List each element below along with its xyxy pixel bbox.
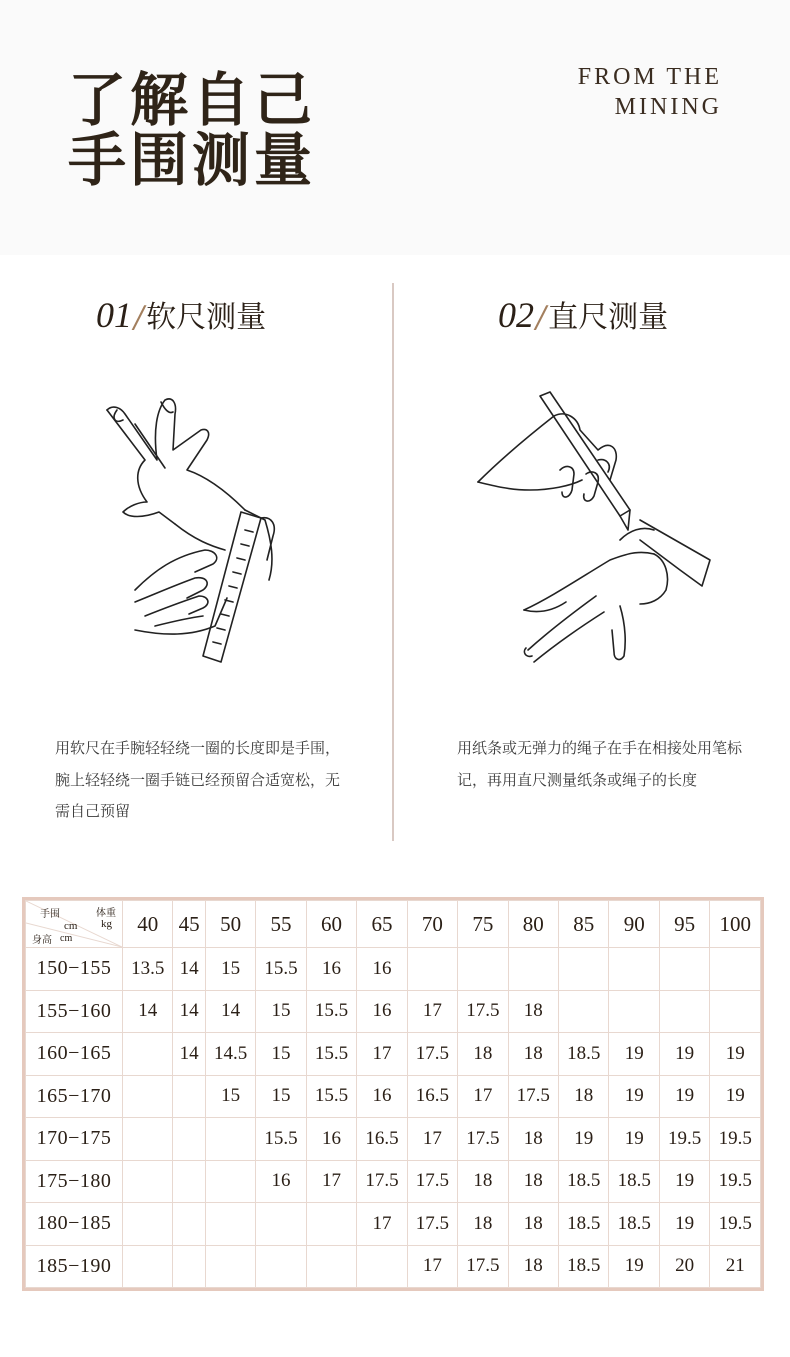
header-section [0,0,790,255]
wrist-size-cell [559,990,609,1033]
wrist-size-cell [306,1245,356,1288]
wrist-size-cell: 19.5 [710,1118,761,1161]
wrist-size-cell: 19 [609,1033,659,1076]
weight-header: 75 [458,901,508,948]
table-header-row [26,901,761,948]
wrist-size-cell: 17 [407,1245,457,1288]
brand-line1: FROM THE [577,64,722,90]
wrist-size-cell: 14 [205,990,255,1033]
step-description-2: 用纸条或无弹力的绳子在手在相接处用笔标记，再用直尺测量纸条或绳子的长度 [457,739,743,789]
weight-header: 65 [357,901,407,948]
wrist-size-cell: 19 [659,1075,709,1118]
wrist-size-cell [609,948,659,991]
wrist-size-cell: 16 [256,1160,306,1203]
weight-header: 90 [609,901,659,948]
wrist-size-cell: 20 [659,1245,709,1288]
weight-header: 40 [123,901,173,948]
wrist-size-cell [173,1203,205,1246]
wrist-size-cell: 16 [306,948,356,991]
wrist-size-cell: 16 [357,990,407,1033]
wrist-size-cell: 19 [609,1118,659,1161]
wrist-size-cell [205,1160,255,1203]
step-title-2 [498,292,668,336]
size-chart [22,897,764,1291]
wrist-size-cell: 15 [256,990,306,1033]
table-row [26,1033,761,1076]
wrist-size-cell [357,1245,407,1288]
wrist-size-cell: 15.5 [306,1075,356,1118]
height-range-cell: 160−165 [26,1033,123,1076]
step-number-1: 01 [96,295,132,335]
wrist-size-cell: 19.5 [710,1160,761,1203]
wrist-size-cell [306,1203,356,1246]
wrist-size-cell: 18 [559,1075,609,1118]
corner-wrist-unit: cm [64,920,78,932]
wrist-size-cell: 18.5 [609,1203,659,1246]
step-title-1 [96,292,266,336]
table-corner-cell [26,901,123,948]
hand-with-measuring-tape-icon [95,390,295,670]
wrist-size-cell: 17 [458,1075,508,1118]
step-description-1: 用软尺在手腕轻轻绕一圈的长度即是手围，腕上轻轻绕一圈手链已经预留合适宽松，无需自己预留 [55,739,341,820]
step-number-2: 02 [498,295,534,335]
wrist-size-cell [173,1075,205,1118]
wrist-size-cell: 14.5 [205,1033,255,1076]
wrist-size-cell [173,1160,205,1203]
wrist-size-cell: 15 [256,1033,306,1076]
wrist-size-cell: 17.5 [407,1203,457,1246]
weight-header: 60 [306,901,356,948]
page-title-line1: 了解自己 [68,66,317,134]
wrist-size-cell: 19 [609,1245,659,1288]
wrist-size-cell [123,1203,173,1246]
wrist-size-cell [609,990,659,1033]
page-title [68,66,317,194]
wrist-size-cell [173,1245,205,1288]
step-label-1: 软尺测量 [146,300,267,335]
wrist-size-cell: 14 [173,1033,205,1076]
weight-header: 70 [407,901,457,948]
wrist-size-cell: 17.5 [458,990,508,1033]
wrist-size-cell: 18.5 [559,1203,609,1246]
wrist-size-cell: 18 [508,1033,558,1076]
wrist-size-cell [123,1075,173,1118]
height-range-cell: 185−190 [26,1245,123,1288]
wrist-size-cell: 18 [508,990,558,1033]
wrist-size-cell: 13.5 [123,948,173,991]
wrist-size-cell: 16.5 [357,1118,407,1161]
wrist-size-cell: 19 [559,1118,609,1161]
wrist-size-cell: 18.5 [559,1033,609,1076]
table-row [26,1075,761,1118]
wrist-size-cell: 19 [659,1033,709,1076]
wrist-size-cell [123,1160,173,1203]
table-row [26,948,761,991]
wrist-size-cell: 18.5 [559,1160,609,1203]
corner-height-label: 身高 [32,935,52,946]
wrist-size-cell: 19.5 [659,1118,709,1161]
wrist-size-cell [256,1245,306,1288]
wrist-size-cell [205,1118,255,1161]
wrist-size-cell: 15 [256,1075,306,1118]
wrist-size-cell: 16 [357,1075,407,1118]
wrist-size-cell: 17.5 [357,1160,407,1203]
wrist-size-cell: 15.5 [256,948,306,991]
wrist-size-cell [123,1033,173,1076]
wrist-size-cell: 17.5 [508,1075,558,1118]
table-row [26,1160,761,1203]
wrist-size-cell: 19 [609,1075,659,1118]
wrist-size-cell: 18 [458,1160,508,1203]
wrist-size-cell: 15.5 [306,990,356,1033]
wrist-size-cell: 16 [357,948,407,991]
height-range-cell: 155−160 [26,990,123,1033]
size-table [25,900,761,1288]
corner-height-unit: cm [60,933,73,944]
wrist-size-cell: 17.5 [407,1033,457,1076]
wrist-size-cell [659,948,709,991]
corner-weight-label: 体重 [96,908,116,919]
wrist-size-cell [508,948,558,991]
table-row [26,990,761,1033]
wrist-size-cell: 19 [659,1160,709,1203]
wrist-size-cell: 21 [710,1245,761,1288]
weight-header: 55 [256,901,306,948]
wrist-size-cell: 18 [458,1203,508,1246]
height-range-cell: 180−185 [26,1203,123,1246]
page-title-line2: 手围测量 [68,126,317,194]
wrist-size-cell [205,1245,255,1288]
wrist-size-cell: 17 [407,990,457,1033]
wrist-size-cell [173,1118,205,1161]
wrist-size-cell: 19 [710,1075,761,1118]
brand-line2: MINING [614,94,722,120]
weight-header: 95 [659,901,709,948]
wrist-size-cell [710,948,761,991]
height-range-cell: 175−180 [26,1160,123,1203]
wrist-size-cell: 14 [173,948,205,991]
wrist-size-cell: 16.5 [407,1075,457,1118]
wrist-size-cell [205,1203,255,1246]
wrist-size-cell: 15.5 [256,1118,306,1161]
wrist-size-cell [407,948,457,991]
wrist-size-cell: 14 [173,990,205,1033]
wrist-size-cell: 14 [123,990,173,1033]
weight-header: 50 [205,901,255,948]
wrist-size-cell [256,1203,306,1246]
wrist-size-cell: 18 [508,1245,558,1288]
wrist-size-cell: 18 [508,1118,558,1161]
wrist-size-cell [710,990,761,1033]
wrist-size-cell [123,1245,173,1288]
wrist-size-cell: 18 [508,1160,558,1203]
wrist-size-cell: 15.5 [306,1033,356,1076]
wrist-size-cell: 17.5 [458,1245,508,1288]
height-range-cell: 150−155 [26,948,123,991]
wrist-size-cell: 15 [205,1075,255,1118]
wrist-size-cell: 17 [357,1203,407,1246]
wrist-size-cell: 17.5 [458,1118,508,1161]
hand-with-paper-strip-and-pen-icon [470,390,720,670]
step-slash-1: / [134,300,145,335]
wrist-size-cell: 18 [508,1203,558,1246]
panel-divider [392,283,394,841]
wrist-size-cell: 18 [458,1033,508,1076]
weight-header: 100 [710,901,761,948]
wrist-size-cell: 19.5 [710,1203,761,1246]
wrist-size-cell: 18.5 [559,1245,609,1288]
wrist-size-cell: 17.5 [407,1160,457,1203]
step-label-2: 直尺测量 [548,300,669,335]
wrist-size-cell: 15 [205,948,255,991]
weight-header: 45 [173,901,205,948]
corner-weight-unit: kg [101,918,112,930]
corner-wrist-label: 手围 [40,909,60,920]
wrist-size-cell [659,990,709,1033]
wrist-size-cell: 19 [710,1033,761,1076]
wrist-size-cell: 17 [407,1118,457,1161]
wrist-size-cell: 18.5 [609,1160,659,1203]
wrist-size-cell: 16 [306,1118,356,1161]
wrist-size-cell: 17 [306,1160,356,1203]
wrist-size-cell: 19 [659,1203,709,1246]
brand-tagline [578,62,722,122]
height-range-cell: 170−175 [26,1118,123,1161]
wrist-size-cell: 17 [357,1033,407,1076]
wrist-size-cell [458,948,508,991]
table-row [26,1203,761,1246]
height-range-cell: 165−170 [26,1075,123,1118]
wrist-size-cell [123,1118,173,1161]
weight-header: 85 [559,901,609,948]
step-slash-2: / [536,300,547,335]
table-row [26,1118,761,1161]
table-row [26,1245,761,1288]
weight-header: 80 [508,901,558,948]
wrist-size-cell [559,948,609,991]
